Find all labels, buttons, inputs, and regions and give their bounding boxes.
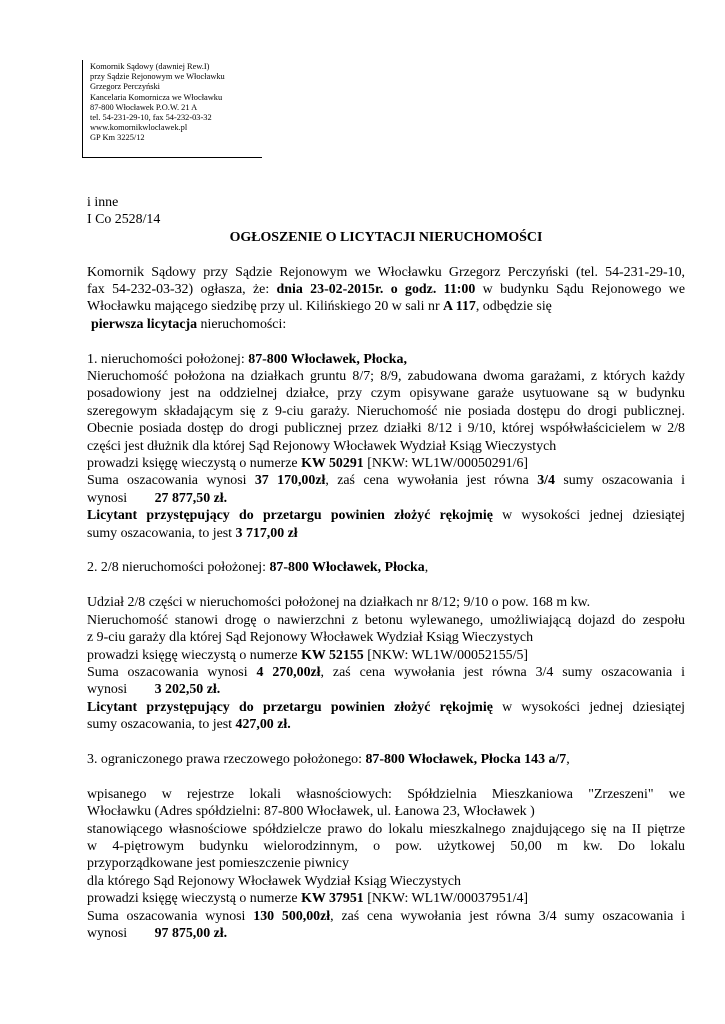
stamp-line: GP Km 3225/12 bbox=[90, 133, 145, 143]
section-2-deposit-amount: sumy oszacowania, to jest 427,00 zł. bbox=[87, 717, 291, 733]
intro-line: pierwsza licytacja nieruchomości: bbox=[91, 316, 287, 332]
stamp-line: tel. 54-231-29-10, fax 54-232-03-32 bbox=[90, 113, 212, 123]
section-2-text: z 9-ciu garaży dla której Sąd Rejonowy Włocławek Wydział Ksiąg Wieczystych bbox=[87, 630, 534, 646]
stamp-line: Kancelaria Komornicza we Włocławku bbox=[90, 92, 223, 102]
section-1-deposit: Licytant przystępujący do przetargu powinien złożyć rękojmię w wysokości jednej dziesiątej bbox=[87, 508, 685, 524]
stamp-line: Komornik Sądowy (dawniej Rew.I) bbox=[90, 62, 210, 71]
section-2-land-register: prowadzi księgę wieczystą o numerze KW 52155 [NKW: WL1W/00052155/5] bbox=[87, 647, 529, 663]
stamp-line: 87-800 Włocławek P.O.W. 21 A bbox=[90, 102, 198, 112]
section-3-text: Włocławku (Adres spółdzielni: 87-800 Włocławek, ul. Łanowa 23, Włocławek ) bbox=[87, 804, 535, 820]
section-3-valuation: Suma oszacowania wynosi 130 500,00zł, zaś cena wywołania jest równa 3/4 sumy oszacowania i bbox=[87, 908, 685, 924]
section-3-text: wpisanego w rejestrze lokali własnościowych: Spółdzielnia Mieszkaniowa "Zrzeszeni" we bbox=[87, 786, 685, 802]
section-3-text: dla którego Sąd Rejonowy Włocławek Wydział Ksiąg Wieczystych bbox=[87, 873, 461, 889]
section-1-text: części jest dłużnik dla której Sąd Rejonowy Włocławek Wydział Ksiąg Wieczystych bbox=[87, 438, 557, 454]
section-1-valuation: Suma oszacowania wynosi 37 170,00zł, zaś cena wywołania jest równa 3/4 sumy oszacowania i bbox=[87, 473, 686, 489]
section-2-starting-price: wynosi 3 202,50 zł. bbox=[87, 682, 221, 698]
page-title: OGŁOSZENIE O LICYTACJI NIERUCHOMOŚCI bbox=[229, 229, 543, 245]
section-3-text: stanowiącego własnościowe spółdzielcze prawo do lokalu mieszkalnego znajdującego się na II piętrze bbox=[87, 821, 685, 837]
bailiff-stamp bbox=[82, 60, 262, 158]
section-2-text: Nieruchomość stanowi drogę o nawierzchni z betonu wylewanego, umożliwiającą dojazd do zespołu bbox=[87, 612, 685, 628]
stamp-line: www.komornikwloclawek.pl bbox=[90, 123, 188, 133]
section-1-deposit-amount: sumy oszacowania, to jest 3 717,00 zł bbox=[87, 525, 298, 541]
section-1-starting-price: wynosi 27 877,50 zł. bbox=[87, 490, 228, 506]
stamp-line: Grzegorz Perczyński bbox=[90, 82, 160, 92]
section-2-deposit: Licytant przystępujący do przetargu powinien złożyć rękojmię w wysokości jednej dziesiątej bbox=[87, 699, 685, 715]
section-1-land-register: prowadzi księgę wieczystą o numerze KW 50291 [NKW: WL1W/00050291/6] bbox=[87, 456, 529, 472]
section-2-valuation: Suma oszacowania wynosi 4 270,00zł, zaś cena wywołania jest równa 3/4 sumy oszacowania i bbox=[87, 664, 685, 680]
section-2-text: Udział 2/8 części w nieruchomości położonej na działkach nr 8/12; 9/10 o pow. 168 m kw. bbox=[87, 595, 591, 611]
section-1-heading: 1. nieruchomości położonej: 87-800 Włocławek, Płocka, bbox=[87, 351, 407, 367]
section-3-heading: 3. ograniczonego prawa rzeczowego położonego: 87-800 Włocławek, Płocka 143 a/7, bbox=[87, 751, 570, 767]
intro-line: Komornik Sądowy przy Sądzie Rejonowym we Włocławku Grzegorz Perczyński (tel. 54-231-29-10, bbox=[87, 264, 685, 280]
case-number: I Co 2528/14 bbox=[87, 212, 161, 228]
section-1-text: Nieruchomość położona na działkach gruntu 8/7; 8/9, zabudowana dwoma garażami, z których każdy bbox=[87, 369, 685, 385]
section-1-text: Obecnie posiada dostęp do drogi publicznej przez działki 8/12 i 9/10, której współwłaścicielem w 2/8 bbox=[87, 421, 685, 437]
section-1-text: szeregowym składającym się z 9-ciu garaży. Nieruchomość nie posiada dostępu do drogi publicznej. bbox=[87, 403, 685, 419]
intro-line: fax 54-232-03-32) ogłasza, że: dnia 23-02-2015r. o godz. 11:00 w budynku Sądu Rejonowego we bbox=[87, 282, 686, 298]
reference-line-1: i inne bbox=[87, 195, 119, 210]
stamp-line: przy Sądzie Rejonowym we Włocławku bbox=[90, 72, 225, 82]
section-2-heading: 2. 2/8 nieruchomości położonej: 87-800 Włocławek, Płocka, bbox=[87, 560, 429, 576]
section-3-text: w 4-piętrowym budynku wielorodzinnym, o pow. użytkowej 50,00 m kw. Do lokalu bbox=[87, 838, 685, 854]
intro-line: Włocławku mającego siedzibę przy ul. Kilińskiego 20 w sali nr A 117, odbędzie się bbox=[87, 299, 552, 315]
section-1-text: posadowiony jest na oddzielnej działce, przy czym opisywane garaże usytuowane są w budynku bbox=[87, 386, 685, 402]
section-3-land-register: prowadzi księgę wieczystą o numerze KW 37951 [NKW: WL1W/00037951/4] bbox=[87, 891, 529, 907]
document-body bbox=[87, 194, 685, 942]
section-3-starting-price: wynosi 97 875,00 zł. bbox=[87, 925, 228, 941]
section-3-text: przyporządkowane jest pomieszczenie piwnicy bbox=[87, 856, 349, 872]
